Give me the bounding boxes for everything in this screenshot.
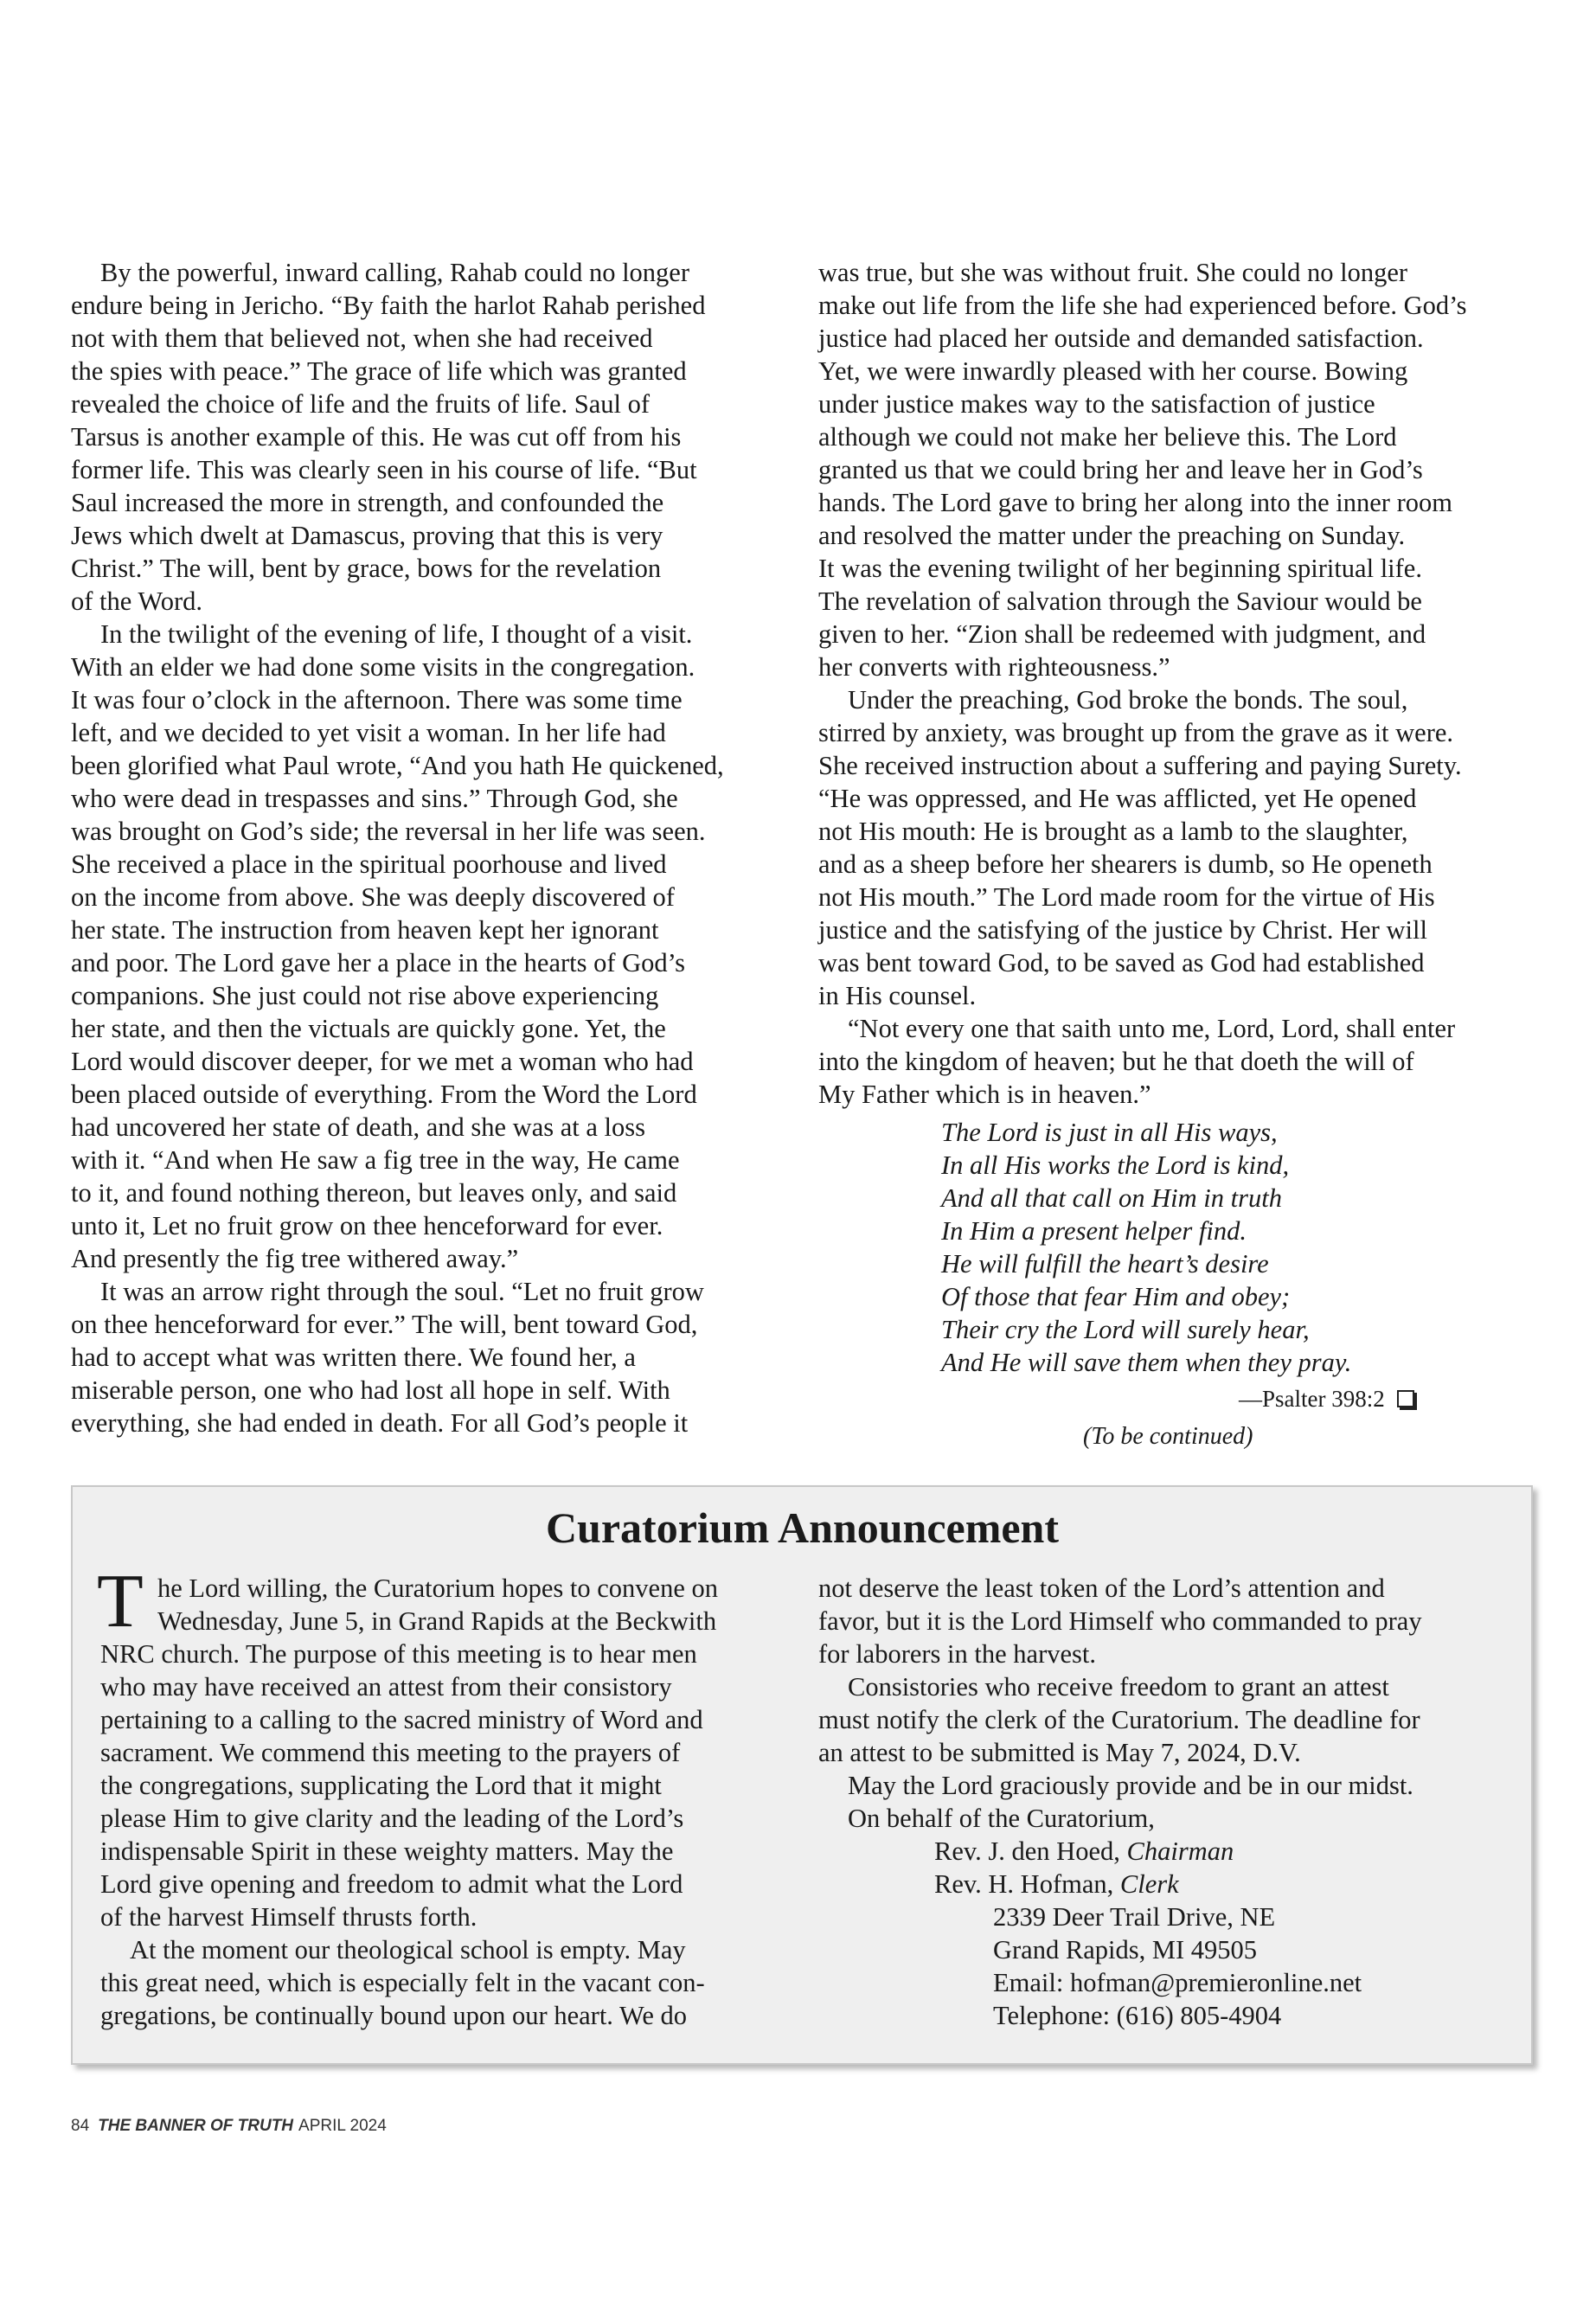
clerk-address <box>818 1900 1519 2032</box>
body-text-line: in His counsel. <box>818 981 977 1010</box>
body-text-line: It was four o’clock in the afternoon. There was some time <box>71 685 683 715</box>
announcement-text-line: Wednesday, June 5, in Grand Rapids at the Beckwith <box>157 1606 717 1636</box>
body-text-line: was brought on God’s side; the reversal in her life was seen. <box>71 817 706 846</box>
body-text-line: Yet, we were inwardly pleased with her course. Bowing <box>818 356 1408 386</box>
address-line: Grand Rapids, MI 49505 <box>993 1935 1257 1965</box>
verse-line: In Him a present helper find. <box>941 1216 1247 1246</box>
announcement-text-line: pertaining to a calling to the sacred ministry of Word and <box>100 1705 703 1734</box>
body-text-line: former life. This was clearly seen in his course of life. “But <box>71 455 697 484</box>
body-text-line: was bent toward God, to be saved as God had established <box>818 948 1425 977</box>
article-column-left <box>71 256 789 1439</box>
body-text-line: who were dead in trespasses and sins.” Through God, she <box>71 784 678 813</box>
body-text-line: granted us that we could bring her and leave her in God’s <box>818 455 1423 484</box>
announcement-text-line: Lord give opening and freedom to admit what the Lord <box>100 1869 683 1899</box>
announcement-text-line: NRC church. The purpose of this meeting is to hear men <box>100 1639 697 1669</box>
body-text-line: with it. “And when He saw a fig tree in the way, He came <box>71 1145 680 1175</box>
body-text-line: been placed outside of everything. From the Word the Lord <box>71 1080 697 1109</box>
chairman-line <box>818 1835 1519 1868</box>
body-text-line: Christ.” The will, bent by grace, bows for the revelation <box>71 554 662 583</box>
body-text-line: And presently the fig tree withered away.” <box>71 1244 519 1273</box>
body-text-line: and as a sheep before her shearers is dumb, so He openeth <box>818 849 1433 879</box>
issue-date: APRIL 2024 <box>298 2117 387 2135</box>
body-text-line: under justice makes way to the satisfaction of justice <box>818 389 1375 419</box>
announcement-text-line: this great need, which is especially felt in the vacant con- <box>100 1968 705 1997</box>
page-number: 84 <box>71 2117 90 2135</box>
clerk-name: Rev. H. Hofman, <box>934 1869 1120 1899</box>
body-text-line: left, and we decided to yet visit a woman. In her life had <box>71 718 666 747</box>
body-text-line: Under the preaching, God broke the bonds. The soul, <box>848 685 1408 715</box>
body-text-line: stirred by anxiety, was brought up from the grave as it were. <box>818 718 1454 747</box>
verse-line: And all that call on Him in truth <box>941 1183 1282 1213</box>
announcement-right-paragraphs <box>818 1572 1519 1802</box>
announcement-column-left <box>100 1572 792 2032</box>
body-text-line: of the Word. <box>71 586 202 616</box>
drop-cap: T <box>97 1560 144 1644</box>
body-text-line: “Not every one that saith unto me, Lord, Lord, shall enter <box>848 1014 1456 1043</box>
publication-name: THE BANNER OF TRUTH <box>98 2117 294 2135</box>
clerk-line <box>818 1868 1519 1900</box>
body-text-line: justice and the satisfying of the justice by Christ. Her will <box>818 915 1427 945</box>
body-text-line: and resolved the matter under the preaching on Sunday. <box>818 521 1406 550</box>
body-text-line: and poor. The Lord gave her a place in the hearts of God’s <box>71 948 686 977</box>
announcement-text-line: he Lord willing, the Curatorium hopes to convene on <box>157 1574 718 1603</box>
verse-line: And He will save them when they pray. <box>941 1348 1352 1377</box>
announcement-text-line: the congregations, supplicating the Lord that it might <box>100 1771 662 1800</box>
body-text-line: The revelation of salvation through the Saviour would be <box>818 586 1422 616</box>
body-text-line: hands. The Lord gave to bring her along into the inner room <box>818 488 1452 517</box>
announcement-text-line: of the harvest Himself thrusts forth. <box>100 1902 478 1932</box>
body-text-line: She received instruction about a suffering and paying Surety. <box>818 751 1462 780</box>
announcement-column-right <box>818 1572 1519 2032</box>
body-text-line: Jews which dwelt at Damascus, proving that this is very <box>71 521 663 550</box>
body-text-line: “He was oppressed, and He was afflicted, yet He opened <box>818 784 1417 813</box>
body-text-line: It was an arrow right through the soul. “Let no fruit grow <box>100 1277 704 1306</box>
announcement-text-line: not deserve the least token of the Lord’s attention and <box>818 1574 1385 1603</box>
announcement-text-line: indispensable Spirit in these weighty matters. May the <box>100 1836 674 1866</box>
body-text-line: revealed the choice of life and the fruits of life. Saul of <box>71 389 651 419</box>
body-text-line: make out life from the life she had experienced before. God’s <box>818 291 1467 320</box>
body-text-line: her converts with righteousness.” <box>818 652 1170 682</box>
announcement-text-line: an attest to be submitted is May 7, 2024, D.V. <box>818 1738 1301 1767</box>
chairman-title: Chairman <box>1126 1836 1234 1866</box>
signoff-line: On behalf of the Curatorium, <box>848 1804 1155 1833</box>
announcement-text-line: favor, but it is the Lord Himself who commanded to pray <box>818 1606 1422 1636</box>
article-column-right <box>818 256 1536 1111</box>
body-text-line: was true, but she was without fruit. She could no longer <box>818 258 1408 287</box>
body-text-line: Lord would discover deeper, for we met a woman who had <box>71 1047 694 1076</box>
chairman-name: Rev. J. den Hoed, <box>934 1836 1127 1866</box>
announcement-text-line: At the moment our theological school is empty. May <box>130 1935 686 1965</box>
body-text-line: Saul increased the more in strength, and confounded the <box>71 488 664 517</box>
body-text-line: Tarsus is another example of this. He was cut off from his <box>71 422 682 452</box>
announcement-text-line: for laborers in the harvest. <box>818 1639 1096 1669</box>
body-text-line: She received a place in the spiritual poorhouse and lived <box>71 849 667 879</box>
announcement-text-line: who may have received an attest from their consistory <box>100 1672 672 1702</box>
psalter-verse <box>941 1116 1351 1379</box>
body-text-line: With an elder we had done some visits in the congregation. <box>71 652 695 682</box>
body-text-line: It was the evening twilight of her beginning spiritual life. <box>818 554 1422 583</box>
body-text-line: the spies with peace.” The grace of life which was granted <box>71 356 687 386</box>
clerk-title: Clerk <box>1119 1869 1179 1899</box>
announcement-text-line: please Him to give clarity and the leading of the Lord’s <box>100 1804 684 1833</box>
body-text-line: on thee henceforward for ever.” The will, bent toward God, <box>71 1310 698 1339</box>
announcement-text-line: must notify the clerk of the Curatorium. The deadline for <box>818 1705 1420 1734</box>
body-text-line: to it, and found nothing thereon, but leaves only, and said <box>71 1178 677 1208</box>
body-text-line: unto it, Let no fruit grow on thee henceforward for ever. <box>71 1211 663 1240</box>
body-text-line: not His mouth.” The Lord made room for the virtue of His <box>818 882 1435 912</box>
verse-line: He will fulfill the heart’s desire <box>941 1249 1269 1279</box>
body-text-line: into the kingdom of heaven; but he that doeth the will of <box>818 1047 1414 1076</box>
body-text-line: not with them that believed not, when she had received <box>71 324 653 353</box>
page-footer <box>71 2117 387 2136</box>
body-text-line: In the twilight of the evening of life, I thought of a visit. <box>100 619 693 649</box>
address-line: Telephone: (616) 805-4904 <box>993 2001 1282 2030</box>
verse-line: Their cry the Lord will surely hear, <box>941 1315 1310 1344</box>
announcement-text-line: gregations, be continually bound upon our heart. We do <box>100 2001 687 2030</box>
body-text-line: everything, she had ended in death. For all God’s people it <box>71 1408 689 1438</box>
announcement-text-line: Consistories who receive freedom to grant an attest <box>848 1672 1389 1702</box>
body-text-line: justice had placed her outside and demanded satisfaction. <box>818 324 1424 353</box>
body-text-line: been glorified what Paul wrote, “And you hath He quickened, <box>71 751 724 780</box>
announcement-title: Curatorium Announcement <box>545 1503 1060 1552</box>
body-text-line: My Father which is in heaven.” <box>818 1080 1151 1109</box>
body-text-line: on the income from above. She was deeply discovered of <box>71 882 675 912</box>
to-be-continued: (To be continued) <box>1083 1423 1253 1450</box>
body-text-line: had uncovered her state of death, and she was at a loss <box>71 1112 645 1142</box>
body-text-line: although we could not make her believe this. The Lord <box>818 422 1397 452</box>
psalter-attribution <box>1239 1382 1414 1415</box>
body-text-line: her state. The instruction from heaven kept her ignorant <box>71 915 659 945</box>
end-mark-icon <box>1397 1390 1414 1407</box>
body-text-line: not His mouth: He is brought as a lamb to the slaughter, <box>818 817 1408 846</box>
announcement-text-line: May the Lord graciously provide and be in our midst. <box>848 1771 1413 1800</box>
verse-line: The Lord is just in all His ways, <box>941 1118 1278 1147</box>
address-line: Email: hofman@premieronline.net <box>993 1968 1362 1997</box>
body-text-line: endure being in Jericho. “By faith the harlot Rahab perished <box>71 291 706 320</box>
body-text-line: her state, and then the victuals are quickly gone. Yet, the <box>71 1014 666 1043</box>
body-text-line: By the powerful, inward calling, Rahab could no longer <box>100 258 689 287</box>
body-text-line: had to accept what was written there. We found her, a <box>71 1343 636 1372</box>
verse-line: In all His works the Lord is kind, <box>941 1150 1290 1180</box>
verse-line: Of those that fear Him and obey; <box>941 1282 1291 1311</box>
address-line: 2339 Deer Trail Drive, NE <box>993 1902 1276 1932</box>
body-text-line: given to her. “Zion shall be redeemed with judgment, and <box>818 619 1426 649</box>
body-text-line: miserable person, one who had lost all hope in self. With <box>71 1375 670 1405</box>
body-text-line: companions. She just could not rise above experiencing <box>71 981 659 1010</box>
announcement-text-line: sacrament. We commend this meeting to the prayers of <box>100 1738 681 1767</box>
attribution-text: —Psalter 398:2 <box>1239 1386 1385 1412</box>
